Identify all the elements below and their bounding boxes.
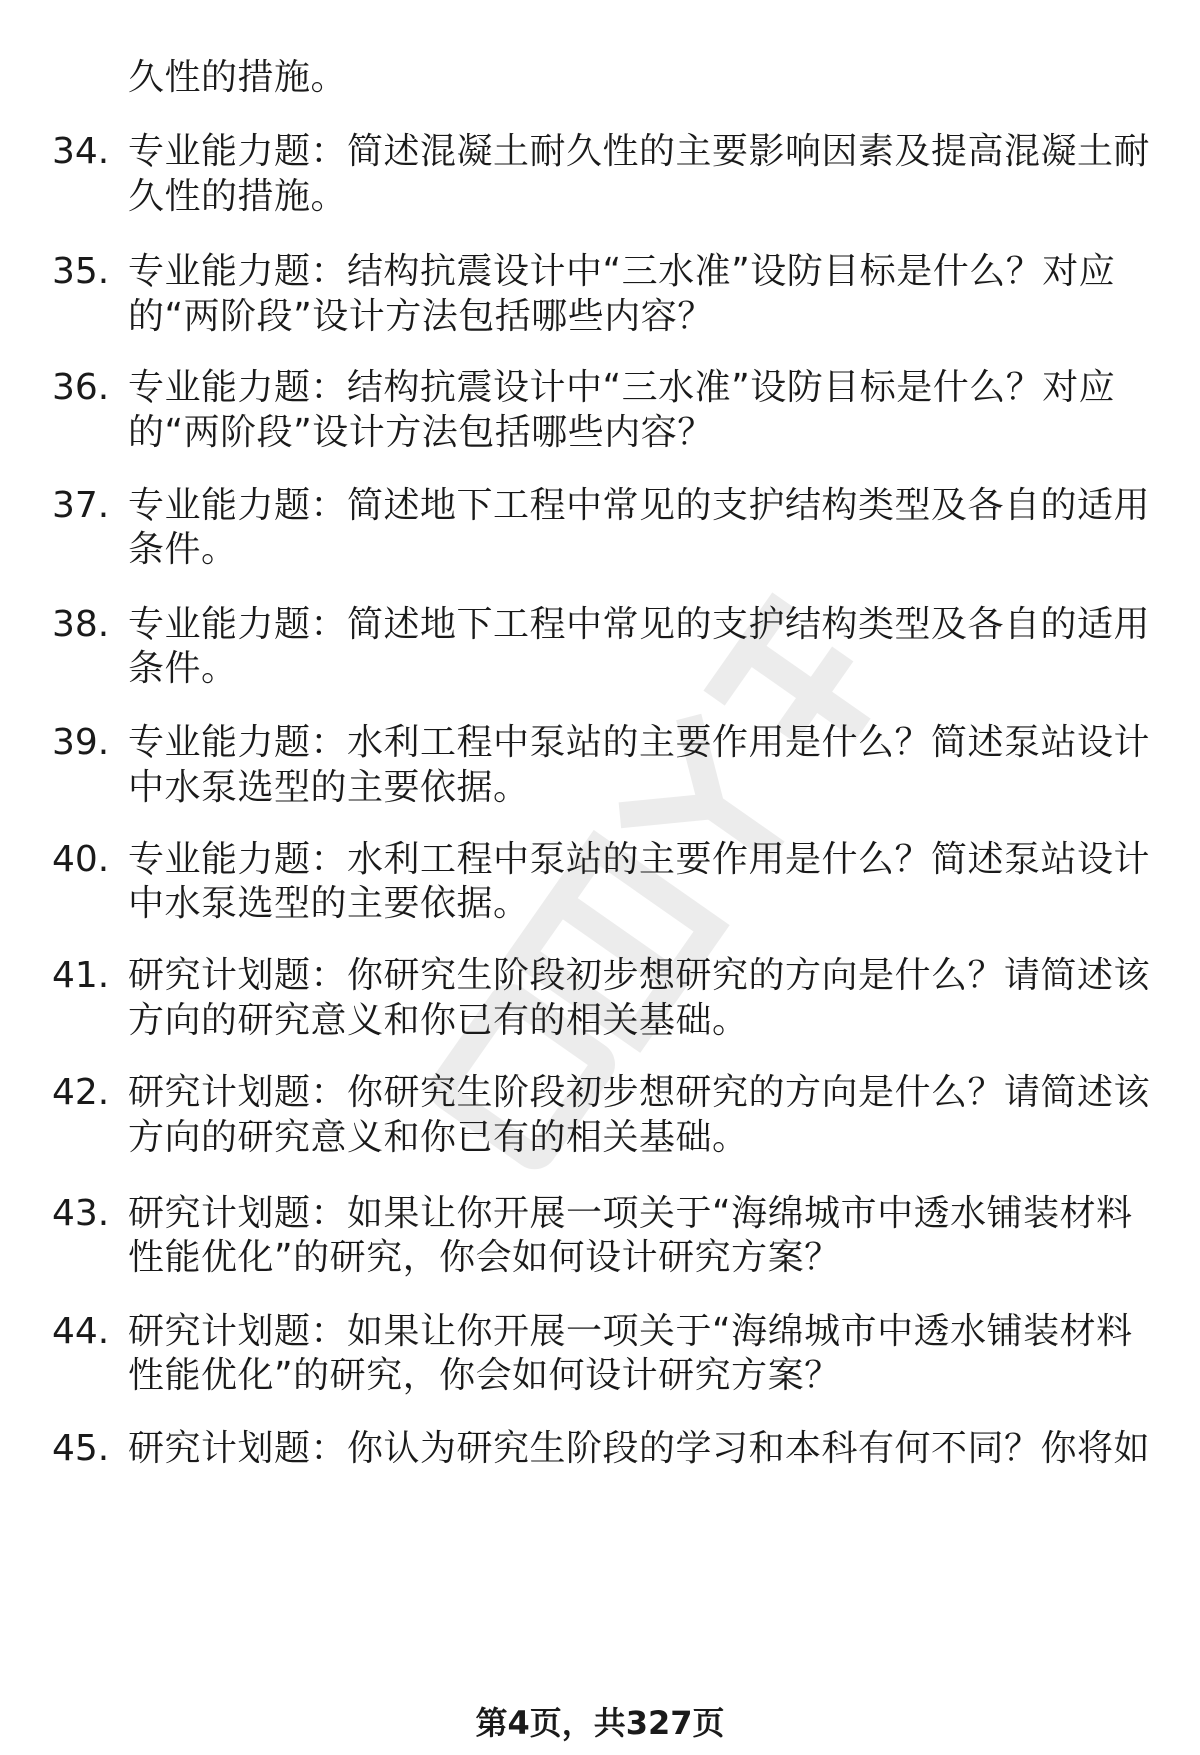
question-45-text: 研究计划题：你认为研究生阶段的学习和本科有何不同？你将如 [128,1428,1151,1469]
question-number: 43. [52,1193,110,1234]
question-44-continuation: 性能优化”的研究，你会如何设计研究方案？ [128,1355,841,1396]
question-number: 36. [52,367,110,408]
question-37-text: 专业能力题：简述地下工程中常见的支护结构类型及各自的适用 [128,485,1151,526]
question-38-text: 专业能力题：简述地下工程中常见的支护结构类型及各自的适用 [128,604,1151,645]
question-number: 38. [52,604,110,645]
question-42-text: 研究计划题：你研究生阶段初步想研究的方向是什么？请简述该 [128,1072,1151,1113]
question-38-continuation: 条件。 [128,648,238,689]
question-41-continuation: 方向的研究意义和你已有的相关基础。 [128,1000,749,1041]
question-number: 42. [52,1072,110,1113]
question-number: 35. [52,251,110,292]
question-number: 37. [52,485,110,526]
question-42-continuation: 方向的研究意义和你已有的相关基础。 [128,1117,749,1158]
question-34-text: 专业能力题：简述混凝土耐久性的主要影响因素及提高混凝土耐 [128,131,1151,172]
question-36-continuation: 的“两阶段”设计方法包括哪些内容？ [128,412,714,453]
question-40-continuation: 中水泵选型的主要依据。 [128,883,530,924]
question-33-continuation: 久性的措施。 [128,57,348,98]
question-number: 40. [52,839,110,880]
question-41-text: 研究计划题：你研究生阶段初步想研究的方向是什么？请简述该 [128,955,1151,996]
question-34-continuation: 久性的措施。 [128,176,348,217]
question-40-text: 专业能力题：水利工程中泵站的主要作用是什么？简述泵站设计 [128,839,1151,880]
question-number: 45. [52,1428,110,1469]
page-footer: 第4页，共327页 [475,1704,725,1742]
question-36-text: 专业能力题：结构抗震设计中“三水准”设防目标是什么？对应 [128,367,1116,408]
question-43-continuation: 性能优化”的研究，你会如何设计研究方案？ [128,1237,841,1278]
question-39-text: 专业能力题：水利工程中泵站的主要作用是什么？简述泵站设计 [128,722,1151,763]
question-number: 41. [52,955,110,996]
question-number: 44. [52,1311,110,1352]
question-number: 39. [52,722,110,763]
question-43-text: 研究计划题：如果让你开展一项关于“海绵城市中透水铺装材料 [128,1193,1133,1234]
question-39-continuation: 中水泵选型的主要依据。 [128,767,530,808]
question-35-text: 专业能力题：结构抗震设计中“三水准”设防目标是什么？对应 [128,251,1116,292]
question-number: 34. [52,131,110,172]
question-37-continuation: 条件。 [128,529,238,570]
question-44-text: 研究计划题：如果让你开展一项关于“海绵城市中透水铺装材料 [128,1311,1133,1352]
question-35-continuation: 的“两阶段”设计方法包括哪些内容？ [128,296,714,337]
